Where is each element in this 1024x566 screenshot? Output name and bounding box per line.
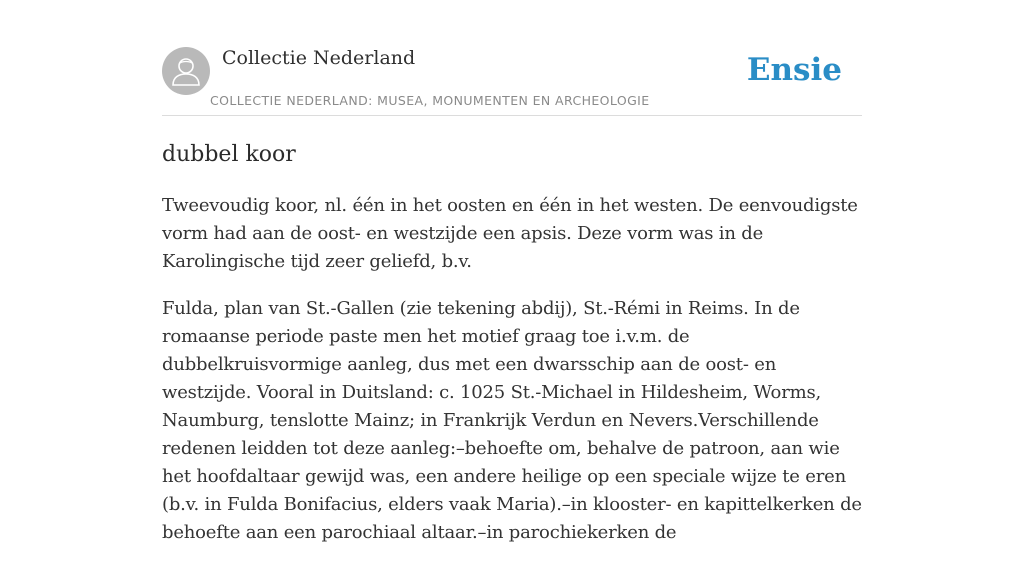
user-icon — [162, 47, 210, 95]
article-paragraph: Tweevoudig koor, nl. één in het oosten en één in het westen. De eenvoudigste vorm had aan de oost- en westzijde een apsis. Deze vorm was in de Karolingische tijd zeer geliefd, b.v. — [162, 195, 858, 272]
page-title: dubbel koor — [162, 142, 296, 167]
page-header — [162, 46, 862, 116]
collection-link[interactable]: COLLECTIE NEDERLAND: MUSEA, MONUMENTEN EN ARCHEOLOGIE — [210, 93, 650, 108]
article-body — [162, 192, 864, 566]
article-paragraph: Fulda, plan van St.-Gallen (zie tekening abdij), St.-Rémi in Reims. In de romaanse periode paste men het motief graag toe i.v.m. de dubbelkruisvormige aanleg, dus met een dwarsschip aan de oost- en westzijde. Vooral in Duitsland: c. 1025 St.-Michael in Hildesheim, Worms, Naumburg, tenslotte Mainz; in Frankrijk Verdun en Nevers.Verschillende redenen leidden tot deze aanleg:–behoefte om, behalve de patroon, aan wie het hoofdaltaar gewijd was, een andere heilige op een speciale wijze te eren (b.v. in Fulda Bonifacius, elders vaak Maria).–in klooster- en kapittelkerken de behoefte aan een parochiaal altaar.–in parochiekerken de — [162, 298, 862, 543]
author-avatar[interactable] — [162, 47, 210, 95]
author-name[interactable]: Collectie Nederland — [222, 47, 416, 69]
ensie-logo[interactable]: Ensie — [746, 52, 842, 88]
